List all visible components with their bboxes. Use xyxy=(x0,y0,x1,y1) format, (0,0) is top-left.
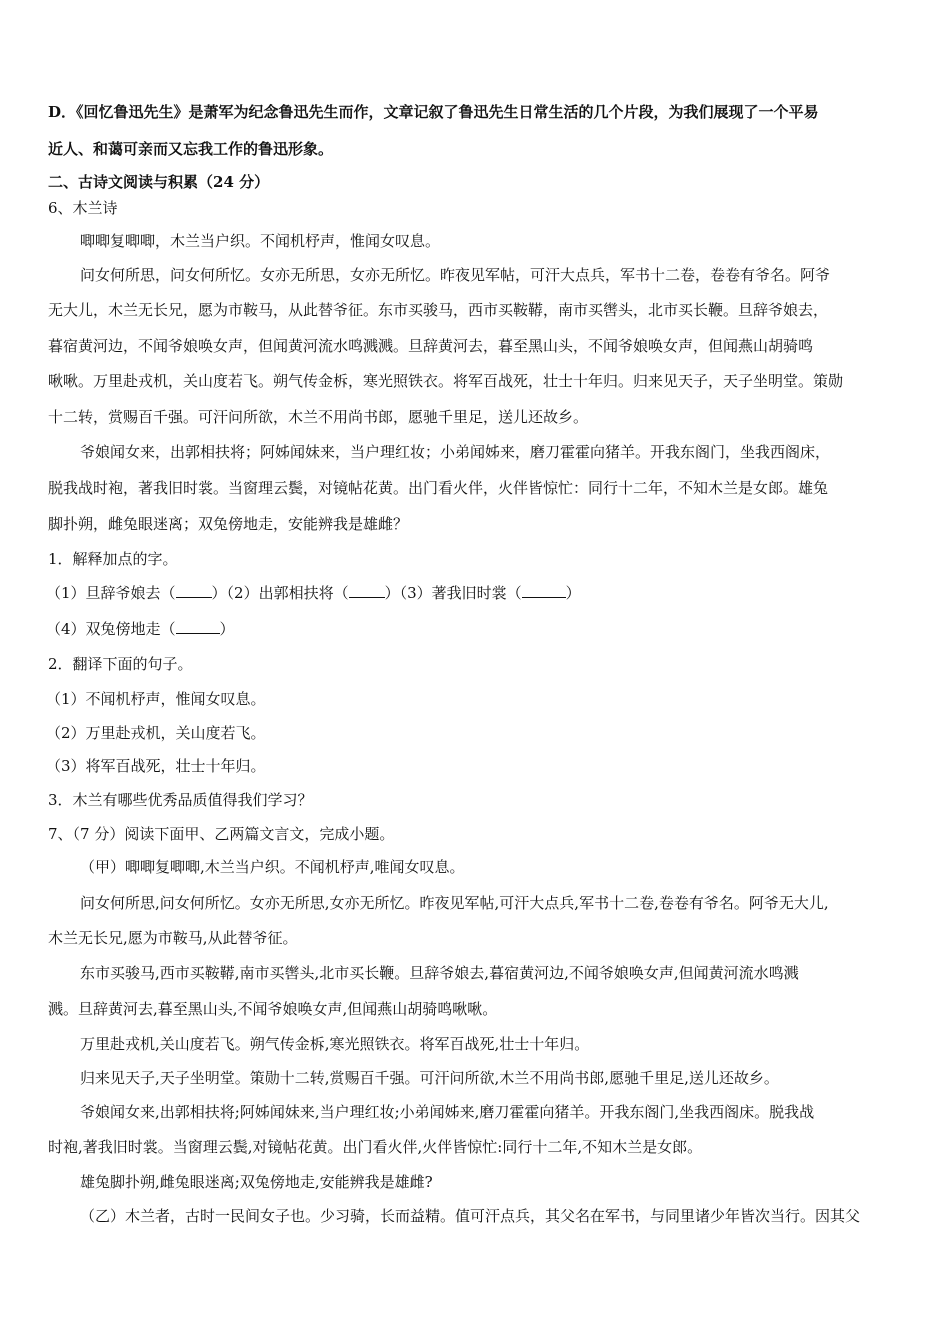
passage-line: 雄兔脚扑朔,雌兔眼迷离;双兔傍地走,安能辨我是雄雌? xyxy=(80,1173,433,1191)
passage-line: 溅。旦辞黄河去,暮至黑山头,不闻爷娘唤女声,但闻燕山胡骑鸣啾啾。 xyxy=(48,1000,498,1018)
passage-line: （乙）木兰者，古时一民间女子也。少习骑，长而益精。值可汗点兵，其父名在军书，与同里诸少年皆次当行。因其父 xyxy=(80,1207,861,1225)
poem-line: 问女何所思，问女何所忆。女亦无所思，女亦无所忆。昨夜见军帖，可汗大点兵，军书十二卷，卷卷有爷名。阿爷 xyxy=(80,266,831,284)
poem-line: 脚扑朔，雌兔眼迷离；双兔傍地走，安能辨我是雄雌？ xyxy=(48,515,409,533)
blank-4-prefix: （4）双兔傍地走（ xyxy=(46,620,176,638)
answer-blank-4[interactable] xyxy=(176,619,220,634)
poem-line: 无大儿，木兰无长兄，愿为市鞍马，从此替爷征。东市买骏马，西市买鞍鞯，南市买辔头，北市买长鞭。旦辞爷娘去， xyxy=(48,301,829,319)
answer-blank-3[interactable] xyxy=(522,583,566,598)
blank-4-suffix: ） xyxy=(219,620,235,638)
sub-question-1-blanks-row xyxy=(46,583,581,603)
poem-line: 爷娘闻女来，出郭相扶将；阿姊闻妹来，当户理红妆；小弟闻姊来，磨刀霍霍向猪羊。开我东阁门，坐我西阁床， xyxy=(80,443,831,461)
sub-question-2: 2．翻译下面的句子。 xyxy=(48,655,193,673)
passage-line: 爷娘闻女来,出郭相扶将;阿姊闻妹来,当户理红妆;小弟闻姊来,磨刀霍霍向猪羊。开我东阁门,坐我西阁床。脱我战 xyxy=(80,1103,815,1121)
poem-line: 暮宿黄河边，不闻爷娘唤女声，但闻黄河流水鸣溅溅。旦辞黄河去，暮至黑山头，不闻爷娘唤女声，但闻燕山胡骑鸣 xyxy=(48,337,814,355)
poem-line: 啾啾。万里赴戎机，关山度若飞。朔气传金柝，寒光照铁衣。将军百战死，壮士十年归。归来见天子，天子坐明堂。策勋 xyxy=(48,372,844,390)
option-d-line-2: 近人、和蔼可亲而又忘我工作的鲁迅形象。 xyxy=(48,140,334,158)
blank-3-prefix: ）（3）著我旧时裳（ xyxy=(384,584,522,602)
passage-line: 木兰无长兄,愿为市鞍马,从此替爷征。 xyxy=(48,929,298,947)
translate-item: （2）万里赴戎机，关山度若飞。 xyxy=(46,724,266,742)
sub-question-1-blanks-row-2 xyxy=(46,619,235,639)
poem-line: 十二转，赏赐百千强。可汗问所欲，木兰不用尚书郎，愿驰千里足，送儿还故乡。 xyxy=(48,408,589,426)
translate-item: （1）不闻机杼声，惟闻女叹息。 xyxy=(46,690,266,708)
blank-2-prefix: ）（2）出郭相扶将（ xyxy=(211,584,349,602)
poem-line: 脱我战时袍，著我旧时裳。当窗理云鬓，对镜帖花黄。出门看火伴，火伴皆惊忙：同行十二年，不知木兰是女郎。雄兔 xyxy=(48,479,829,497)
blank-1-prefix: （1）旦辞爷娘去（ xyxy=(46,584,176,602)
blank-3-suffix: ） xyxy=(565,584,581,602)
question-6-title: 6、木兰诗 xyxy=(48,199,118,217)
sub-question-1: 1．解释加点的字。 xyxy=(48,550,178,568)
passage-line: 时袍,著我旧时裳。当窗理云鬓,对镜帖花黄。出门看火伴,火伴皆惊忙:同行十二年,不知木兰是女郎。 xyxy=(48,1138,703,1156)
passage-line: 问女何所思,问女何所忆。女亦无所思,女亦无所忆。昨夜见军帖,可汗大点兵,军书十二卷,卷卷有爷名。阿爷无大儿, xyxy=(80,894,829,912)
option-d-line-1: D．《回忆鲁迅先生》是萧军为纪念鲁迅先生而作，文章记叙了鲁迅先生日常生活的几个片段，为我们展现了一个平易 xyxy=(48,103,819,121)
passage-line: （甲）唧唧复唧唧,木兰当户织。不闻机杼声,唯闻女叹息。 xyxy=(80,858,465,876)
passage-line: 万里赴戎机,关山度若飞。朔气传金柝,寒光照铁衣。将军百战死,壮士十年归。 xyxy=(80,1035,590,1053)
poem-line: 唧唧复唧唧，木兰当户织。不闻机杼声，惟闻女叹息。 xyxy=(80,232,441,250)
sub-question-3: 3．木兰有哪些优秀品质值得我们学习？ xyxy=(48,791,313,809)
translate-item: （3）将军百战死，壮士十年归。 xyxy=(46,757,266,775)
passage-line: 归来见天子,天子坐明堂。策勋十二转,赏赐百千强。可汗问所欲,木兰不用尚书郎,愿驰千里足,送儿还故乡。 xyxy=(80,1069,779,1087)
answer-blank-1[interactable] xyxy=(176,583,212,598)
passage-line: 东市买骏马,西市买鞍鞯,南市买辔头,北市买长鞭。旦辞爷娘去,暮宿黄河边,不闻爷娘唤女声,但闻黄河流水鸣溅 xyxy=(80,964,799,982)
section-2-title: 二、古诗文阅读与积累（24 分） xyxy=(48,173,270,191)
question-7-title: 7、（7 分）阅读下面甲、乙两篇文言文，完成小题。 xyxy=(48,825,395,843)
answer-blank-2[interactable] xyxy=(349,583,385,598)
